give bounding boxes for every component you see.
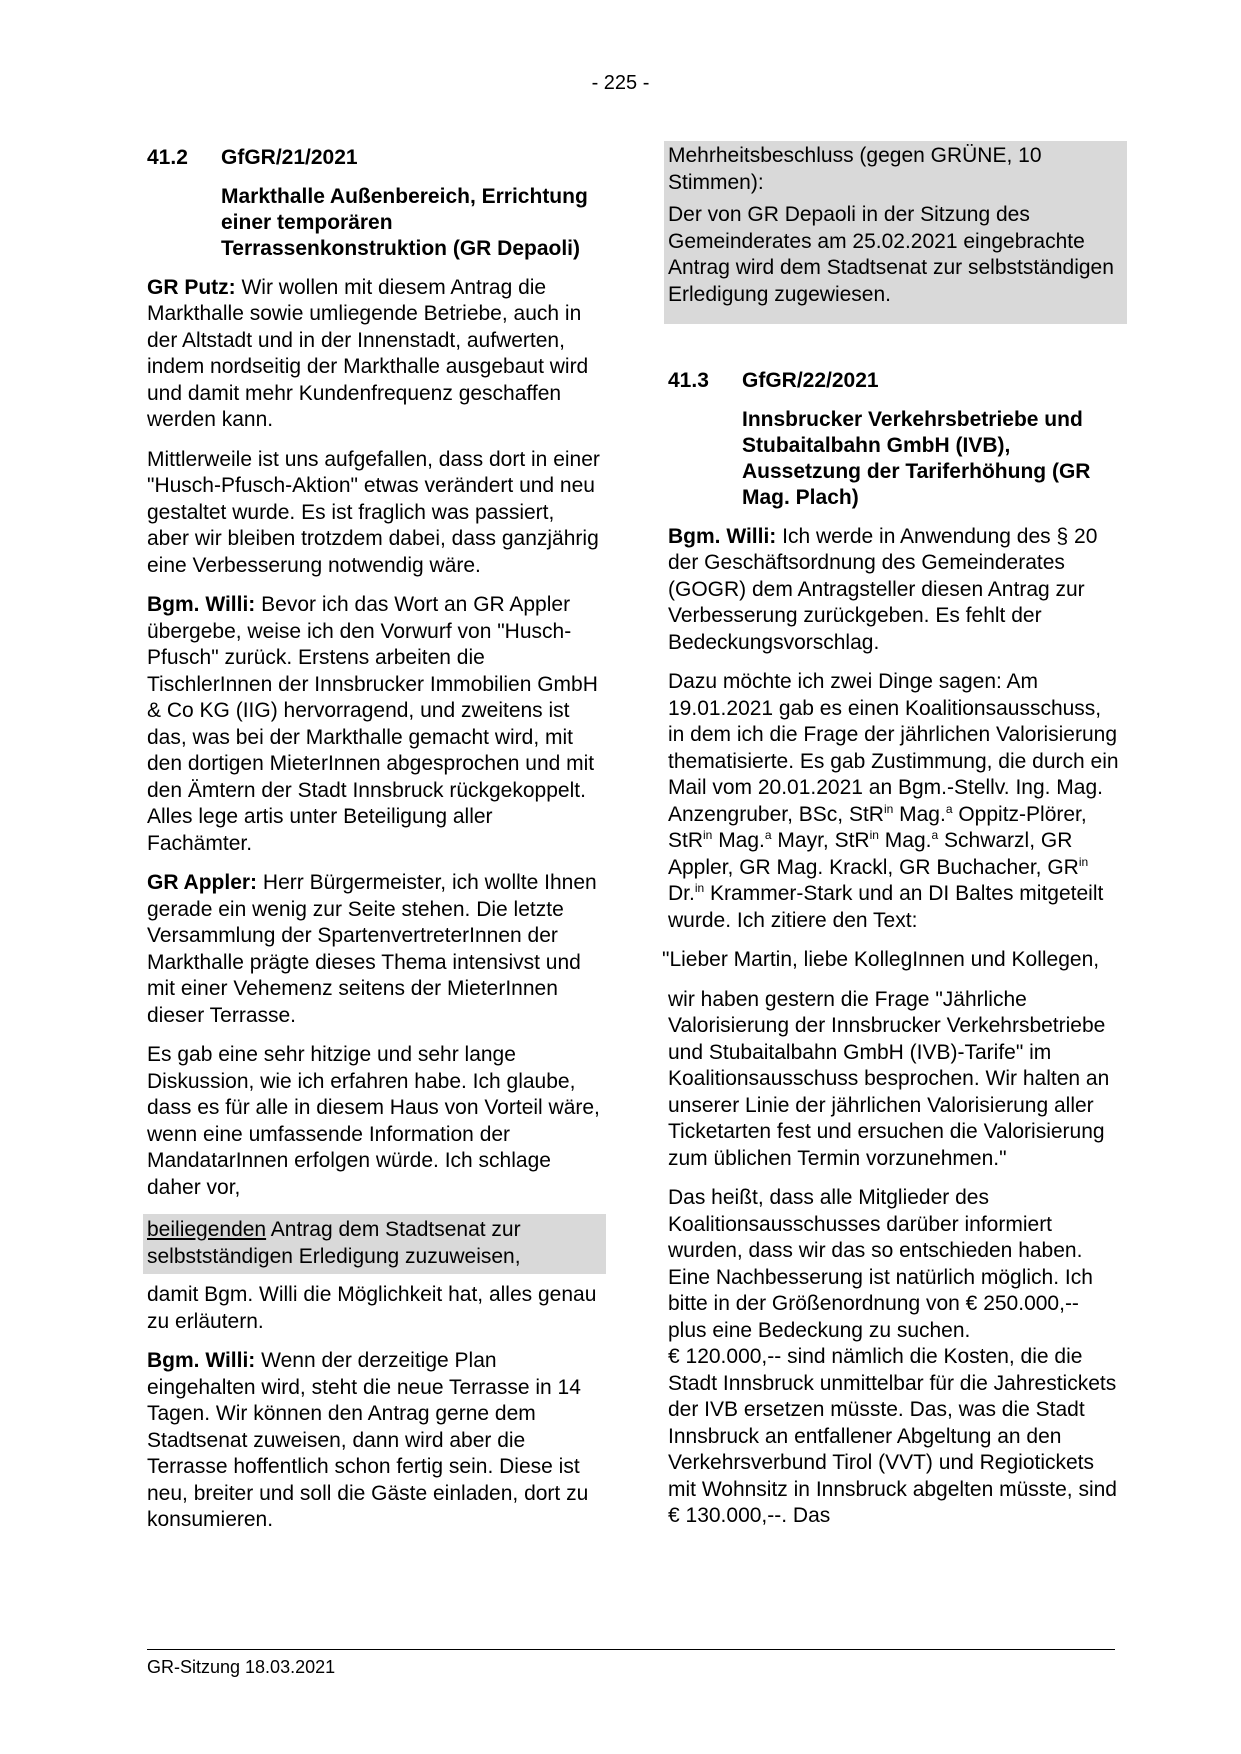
- decision-text: Der von GR Depaoli in der Sitzung des Gemeinderates am 25.02.2021 eingebrachte Antrag wird dem Stadtsenat zur selbstständigen Erledigung zugewiesen.: [668, 203, 1114, 306]
- superscript: in: [883, 801, 894, 816]
- speaker-name: GR Putz:: [147, 275, 236, 299]
- superscript: a: [764, 828, 772, 842]
- text-run: Dr.: [668, 882, 695, 905]
- text-run: Mag.: [878, 829, 932, 852]
- paragraph: [147, 275, 602, 434]
- left-column: [147, 145, 602, 1547]
- footer-rule: [147, 1649, 1115, 1650]
- section-number: 41.3: [668, 369, 709, 392]
- decision-block: [664, 141, 1127, 324]
- paragraph-text: Bevor ich das Wort an GR Appler übergebe, weise ich den Vorwurf von "Husch-Pfusch" zurück. Erstens arbeiten die TischlerInnen der Innsbrucker Immobilien GmbH & Co KG (IIG) hervorragend, und zweitens ist das, was bei der Markthalle gemacht wird, mit den dortigen MieterInnen abgesprochen und mit den Ämtern der Stadt Innsbruck rückgekoppelt. Alles lege artis unter Beteiligung aller Fachämter.: [147, 593, 598, 855]
- section-subject: Innsbrucker Verkehrsbetriebe und Stubaitalbahn GmbH (IVB), Aussetzung der Tariferhöhung (GR Mag. Plach): [742, 407, 1091, 509]
- text-run: Krammer-Stark und an DI Baltes mitgeteilt wurde. Ich zitiere den Text:: [668, 882, 1104, 932]
- speaker-name: Bgm. Willi:: [147, 1349, 256, 1372]
- underlined-word: beiliegenden: [147, 1218, 267, 1241]
- spacer: [668, 324, 1123, 368]
- paragraph: [668, 669, 1123, 934]
- section-code: GfGR/22/2021: [742, 369, 879, 392]
- superscript: a: [931, 828, 939, 842]
- superscript: a: [945, 801, 953, 816]
- paragraph: damit Bgm. Willi die Möglichkeit hat, alles genau zu erläutern.: [147, 1283, 597, 1333]
- paragraph-text: Wir wollen mit diesem Antrag die Markthalle sowie umliegende Betriebe, auch in der Altstadt und in der Innenstadt, aufwerten, indem nordseitig der Markthalle ausgebaut wird und damit mehr Kundenfrequenz geschaffen werden kann.: [147, 275, 589, 431]
- superscript: in: [869, 828, 879, 842]
- section-number: 41.2: [147, 146, 188, 169]
- paragraph: [147, 870, 602, 1029]
- text-run: Mag.: [893, 802, 946, 826]
- paragraph: [147, 1348, 602, 1534]
- page-number: - 225 -: [591, 72, 650, 94]
- superscript: in: [703, 828, 713, 842]
- paragraph: Es gab eine sehr hitzige und sehr lange Diskussion, wie ich erfahren habe. Ich glaube, dass es für alle in diesem Haus von Vorteil wäre, wenn eine umfassende Information der MandatarInnen erfolgen würde. Ich schlage daher vor,: [147, 1043, 600, 1199]
- paragraph-text: Wenn der derzeitige Plan eingehalten wird, steht die neue Terrasse in 14 Tagen. Wir können den Antrag gerne dem Stadtsenat zuweisen, dann wird aber die Terrasse hoffentlich schon fertig sein. Diese ist neu, breiter und soll die Gäste einladen, dort zu konsumieren.: [147, 1349, 589, 1531]
- paragraph: [668, 524, 1123, 657]
- speaker-name: Bgm. Willi:: [668, 524, 777, 548]
- paragraph: Mittlerweile ist uns aufgefallen, dass dort in einer "Husch-Pfusch-Aktion" etwas verändert und neu gestaltet wurde. Es ist fraglich was passiert, aber wir bleiben trotzdem dabei, dass ganzjährig eine Verbesserung notwendig wäre.: [147, 447, 600, 577]
- paragraph-text: Ich werde in Anwendung des § 20 der Geschäftsordnung des Gemeinderates (GOGR) dem Antragsteller diesen Antrag zur Verbesserung zurückgeben. Es fehlt der Bedeckungsvorschlag.: [668, 524, 1098, 654]
- text-run: Mayr, StR: [771, 829, 870, 852]
- section-heading: [147, 145, 602, 172]
- superscript: in: [694, 881, 705, 895]
- paragraph: Das heißt, dass alle Mitglieder des Koalitionsausschusses darüber informiert wurden, dass wir das so entschieden haben. Eine Nachbesserung ist natürlich möglich. Ich bitte in der Größenordnung von € 250.000,-- plus eine Bedeckung zu suchen.: [668, 1186, 1093, 1342]
- section-heading: [668, 368, 1123, 395]
- text-run: Oppitz-Plörer, StR: [668, 802, 1087, 852]
- text-run: Dazu möchte ich zwei Dinge sagen: Am 19.01.2021 gab es einen Koalitionsausschuss, in dem ich die Frage der jährlichen Valorisierung thematisierte. Es gab Zustimmung, die durch ein Mail vom 20.01.2021 an Bgm.-Stellv. Ing. Mag. Anzengruber, BSc, StR: [668, 670, 1119, 826]
- quote-paragraph: "Lieber Martin, liebe KollegInnen und Kollegen,: [662, 948, 1100, 971]
- section-subject: Markthalle Außenbereich, Errichtung einer temporären Terrassenkonstruktion (GR Depaoli): [221, 184, 588, 260]
- motion-text: Antrag dem Stadtsenat zur selbstständigen Erledigung zuzuweisen,: [147, 1218, 521, 1268]
- superscript: in: [1078, 854, 1089, 869]
- speaker-name: Bgm. Willi:: [147, 593, 256, 616]
- text-run: Mag.: [712, 829, 765, 852]
- decision-title: Mehrheitsbeschluss (gegen GRÜNE, 10 Stimmen):: [668, 144, 1042, 194]
- text-run: Schwarzl, GR Appler, GR Mag. Krackl, GR Buchacher, GR: [668, 829, 1079, 879]
- shaded-motion: [143, 1214, 606, 1274]
- paragraph-text: Herr Bürgermeister, ich wollte Ihnen gerade ein wenig zur Seite stehen. Die letzte Versammlung der SpartenvertreterInnen der Markthalle prägte dieses Thema intensivst und mit einer Vehemenz seitens der MieterInnen dieser Terrasse.: [147, 871, 597, 1027]
- right-column: [662, 144, 1123, 1543]
- speaker-name: GR Appler:: [147, 871, 258, 894]
- paragraph: [147, 592, 602, 857]
- paragraph: € 120.000,-- sind nämlich die Kosten, die die Stadt Innsbruck unmittelbar für die Jahrestickets der IVB ersetzen müsste. Das, was die Stadt Innsbruck an entfallener Abgeltung an den Verkehrsverbund Tirol (VVT) und Regiotickets mit Wohnsitz in Innsbruck abgelten müsste, sind € 130.000,--. Das: [668, 1345, 1117, 1527]
- footer-text: GR-Sitzung 18.03.2021: [147, 1657, 336, 1677]
- quote-paragraph: wir haben gestern die Frage "Jährliche Valorisierung der Innsbrucker Verkehrsbetriebe und Stubaitalbahn GmbH (IVB)-Tarife" im Koalitionsausschuss besprochen. Wir halten an unserer Linie der jährlichen Valorisierung aller Ticketarten fest und ersuchen die Valorisierung zum üblichen Termin vorzunehmen.": [668, 987, 1110, 1170]
- section-code: GfGR/21/2021: [221, 146, 358, 169]
